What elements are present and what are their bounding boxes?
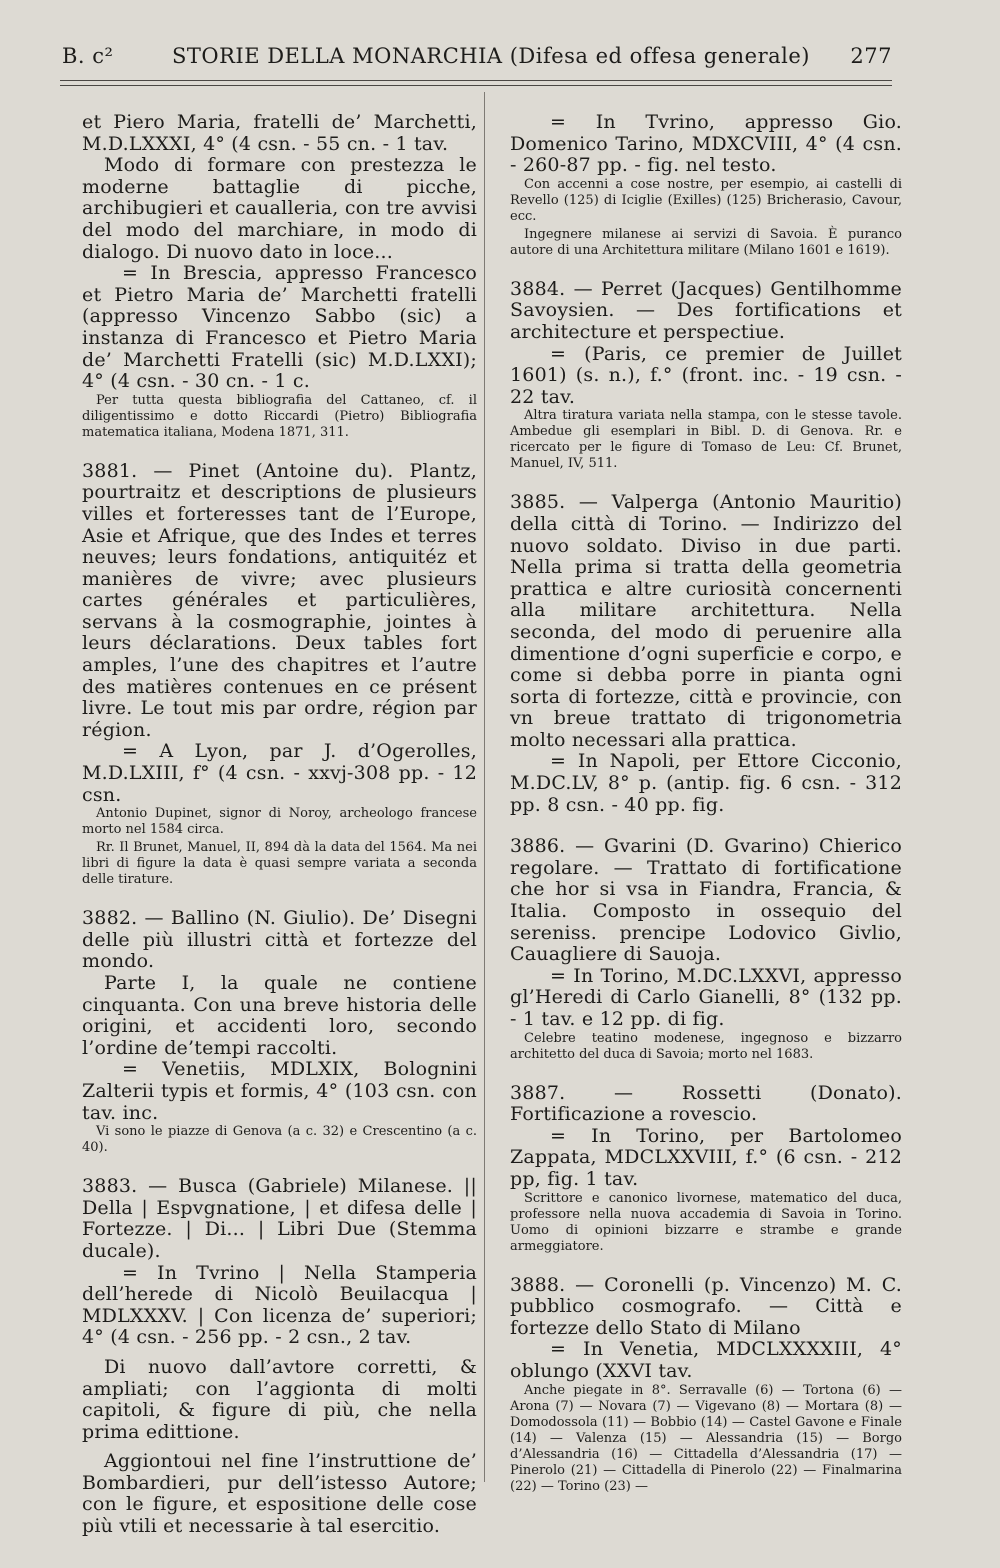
running-title: STORIE DELLA MONARCHIA (Difesa ed offesa generale) (172, 44, 810, 68)
entry-continued (510, 112, 902, 259)
entry-heading: 3884. — Perret (Jacques) Gentilhomme Savoysien. — Des fortifications et architecture et perspectiue. (510, 277, 902, 343)
left-column (82, 112, 477, 1558)
imprint-line: = (Paris, ce premier de Juillet 1601) (s. n.), f.° (front. inc. - 19 csn. - 22 tav. (510, 342, 902, 408)
imprint-line: = In Napoli, per Ettore Cicconio, M.DC.LV, 8° p. (antip. fig. 6 csn. - 312 pp. 8 csn. - 40 pp. fig. (510, 750, 902, 816)
signature-mark: B. c² (62, 44, 114, 68)
header-rule-double (60, 85, 892, 86)
entry-3881 (82, 461, 477, 889)
entry-text: Aggiontoui nel fine l’instruttione de’ Bombardieri, pur dell’istesso Autore; con le figure, et espositione delle cose più vtili et necessarie à tal esercitio. (82, 1450, 477, 1538)
imprint-line: = A Lyon, par J. d’Ogerolles, M.D.LXIII, f° (4 csn. - xxvj-308 pp. - 12 csn. (82, 740, 477, 806)
entry-3883 (82, 1176, 477, 1538)
header-rule (60, 80, 892, 81)
entry-heading: 3886. — Gvarini (D. Gvarino) Chierico regolare. — Trattato di fortificatione che hor si vsa in Fiandra, Francia, & Italia. Composto in ossequio del sereniss. prencipe Lodovico Givlio, Cauagliere di Sauoja. (510, 835, 902, 966)
page-number: 277 (850, 44, 892, 68)
footnote: Scrittore e canonico livornese, matematico del duca, professore nella nuova accademia di Savoia in Torino. Uomo di opinioni bizzarre e strambe e grande armeggiatore. (510, 1190, 902, 1254)
imprint-line: = In Venetia, MDCLXXXXIII, 4° oblungo (XXVI tav. (510, 1338, 902, 1382)
imprint-line: = In Torino, M.DC.LXXVI, appresso gl’Heredi di Carlo Gianelli, 8° (132 pp. - 1 tav. e 12 pp. di fig. (510, 964, 902, 1030)
imprint-line: = In Brescia, appresso Francesco et Pietro Maria de’ Marchetti fratelli (appresso Vincenzo Sabbo (sic) a instanza di Francesco et Pietro Maria de’ Marchetti Fratelli (sic) M.D.LXXI); 4° (4 csn. - 30 cn. - 1 c. (82, 262, 477, 393)
entry-text: Parte I, la quale ne contiene cinquanta. Con una breve historia delle origini, et accidenti loro, secondo l’ordine de’tempi raccolti. (82, 972, 477, 1059)
footnote: Con accenni a cose nostre, per esempio, ai castelli di Revello (125) di Iciglie (Exilles) (125) Bricherasio, Cavour, ecc. (510, 176, 902, 224)
entry-3886 (510, 836, 902, 1062)
entry-3884 (510, 279, 902, 473)
footnote: Vi sono le piazze di Genova (a c. 32) e Crescentino (a c. 40). (82, 1124, 477, 1156)
entry-heading: 3883. — Busca (Gabriele) Milanese. || Della | Espvgnatione, | et difesa delle | Fortezze. | Di... | Libri Due (Stemma ducale). (82, 1175, 477, 1262)
running-header (62, 44, 892, 84)
entry-heading: 3881. — Pinet (Antoine du). Plantz, pourtraitz et descriptions de plusieurs villes et forteresses tant de l’Europe, Asie et Afrique, que des Indes et terres neuves; leurs fondations, antiquitéz et manières de vivre; avec plusieurs cartes générales et particulières, servans à la cosmographie, jointes à leurs déclarations. Deux tables fort amples, l’une des chapitres et l’autre des matières contenues en ce présent livre. Le tout mis par ordre, région par région. (82, 459, 477, 741)
entry-3885 (510, 492, 902, 816)
entry-continued (82, 112, 477, 441)
imprint-line: = Venetiis, MDLXIX, Bolognini Zalterii typis et formis, 4° (103 csn. con tav. inc. (82, 1058, 477, 1124)
footnote: Rr. Il Brunet, Manuel, II, 894 dà la data del 1564. Ma nei libri di figure la data è quasi sempre variata a seconda delle tirature. (82, 840, 477, 888)
entry-3882 (82, 908, 477, 1156)
footnote: Antonio Dupinet, signor di Noroy, archeologo francese morto nel 1584 circa. (82, 806, 477, 838)
entry-3887 (510, 1083, 902, 1255)
footnote: Anche piegate in 8°. Serravalle (6) — Tortona (6) — Arona (7) — Novara (7) — Vigevano (8) — Mortara (8) — Domodossola (11) — Bobbio (14) — Castel Gavone e Finale (14) — Valenza (15) — Alessandria (15) — Borgo d’Alessandria (16) — Cittadella d’Alessandria (17) — Pinerolo (21) — Cittadella di Pinerolo (22) — Finalmarina (22) — Torino (23) — (510, 1382, 902, 1494)
entry-heading: 3882. — Ballino (N. Giulio). De’ Disegni delle più illustri città et fortezze del mondo. (82, 907, 477, 973)
entry-heading: 3885. — Valperga (Antonio Mauritio) della città di Torino. — Indirizzo del nuovo soldato. Diviso in due parti. Nella prima si tratta della geometria prattica e altre curiosità concernenti alla militare architettura. Nella seconda, del modo di peruenire alla dimentione d’ogni superficie e corpo, e come si debba porre in pianta ogni sorta di fortezze, città e provincie, con vn breue trattato di trigonometria molto necessari alla prattica. (510, 491, 902, 751)
footnote: Per tutta questa bibliografia del Cattaneo, cf. il diligentissimo e dotto Riccardi (Pietro) Bibliografia matematica italiana, Modena 1871, 311. (82, 392, 477, 440)
entry-3888 (510, 1275, 902, 1495)
imprint-line: = In Tvrino, appresso Gio. Domenico Tarino, MDXCVIII, 4° (4 csn. - 260-87 pp. - fig. nel testo. (510, 111, 902, 177)
entry-text: et Piero Maria, fratelli de’ Marchetti, M.D.LXXXI, 4° (4 csn. - 55 cn. - 1 tav. (82, 111, 477, 155)
entry-text: Modo di formare con prestezza le moderne battaglie di picche, archibugieri et caualleria, con tre avvisi del modo del marchiare, in modo di dialogo. Di nuovo dato in loce... (82, 154, 477, 263)
footnote: Ingegnere milanese ai servizi di Savoia. È puranco autore di una Architettura militare (Milano 1601 e 1619). (510, 226, 902, 258)
imprint-line: = In Tvrino | Nella Stamperia dell’herede di Nicolò Beuilacqua | MDLXXXV. | Con licenza de’ superiori; 4° (4 csn. - 256 pp. - 2 csn., 2 tav. (82, 1261, 477, 1349)
column-divider (484, 92, 485, 1482)
entry-heading: 3887. — Rossetti (Donato). Fortificazione a rovescio. (510, 1081, 902, 1126)
entry-heading: 3888. — Coronelli (p. Vincenzo) M. C. pubblico cosmografo. — Città e fortezze dello Stato di Milano (510, 1273, 902, 1339)
footnote: Altra tiratura variata nella stampa, con le stesse tavole. Ambedue gli esemplari in Bibl. D. di Genova. Rr. e ricercato per le figure di Tomaso de Leu: Cf. Brunet, Manuel, IV, 511. (510, 408, 902, 472)
footnote: Celebre teatino modenese, ingegnoso e bizzarro architetto del duca di Savoia; morto nel 1683. (510, 1030, 902, 1062)
entry-text: Di nuovo dall’avtore corretti, & ampliati; con l’aggionta di molti capitoli, & figure di più, che nella prima edittione. (82, 1355, 477, 1443)
right-column (510, 112, 902, 1515)
imprint-line: = In Torino, per Bartolomeo Zappata, MDCLXXVIII, f.° (6 csn. - 212 pp, fig. 1 tav. (510, 1124, 902, 1190)
